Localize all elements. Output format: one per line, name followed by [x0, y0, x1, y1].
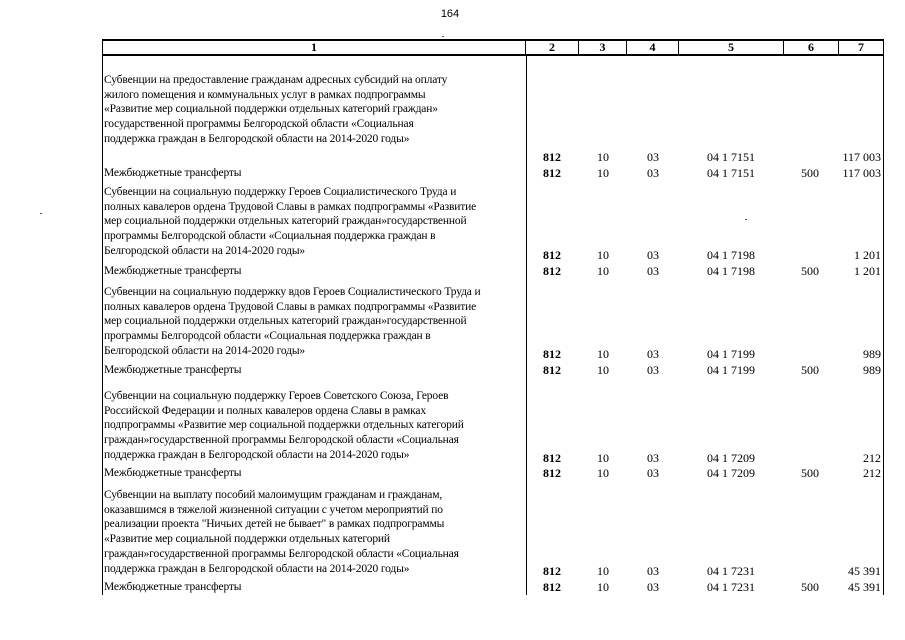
subsection-code: 03	[647, 451, 659, 465]
row-description: Межбюджетные трансферты	[104, 265, 242, 277]
grbs-code: 812	[543, 347, 561, 361]
row-description: Межбюджетные трансферты	[104, 467, 242, 479]
row-description: Субвенции на социальную поддержку Героев Социалистического Труда и полных кавалеров ордена Трудовой Славы в рамках подпрограммы «Развитие мер социальной поддержки отдельных категорий граждан»государственной программы Белгородской области «Социальная поддержка граждан в Белгородской области на 2014-2020 годы»	[104, 186, 477, 257]
amount: 1 201	[854, 264, 881, 278]
target-article-code: 04 1 7198	[707, 264, 755, 278]
target-article-code: 04 1 7231	[707, 564, 755, 578]
header-col-7: 7	[858, 40, 864, 54]
target-article-code: 04 1 7209	[707, 466, 755, 480]
page-number: 164	[440, 8, 460, 20]
grbs-code: 812	[543, 466, 561, 480]
row-description: Субвенции на предоставление гражданам адресных субсидий на оплату жилого помещения и коммунальных услуг в рамках подпрограммы «Развитие мер социальной поддержки отдельных категорий граждан» государственной программы Белгородской области «Социальная поддержка граждан в Белгородской области на 2014-2020 годы»	[104, 74, 448, 145]
header-col-3: 3	[579, 41, 627, 54]
target-article-code: 04 1 7231	[707, 580, 755, 594]
grbs-code: 812	[543, 248, 561, 262]
section-code: 10	[597, 347, 609, 361]
header-col-2: 2	[526, 41, 579, 54]
section-code: 10	[597, 248, 609, 262]
expense-type-code: 500	[801, 580, 819, 594]
amount: 45 391	[848, 564, 881, 578]
row-description: Межбюджетные трансферты	[104, 581, 242, 593]
subsection-code: 03	[647, 347, 659, 361]
expense-type-code: 500	[801, 363, 819, 377]
target-article-code: 04 1 7199	[707, 363, 755, 377]
amount: 989	[863, 347, 881, 361]
subsection-code: 03	[647, 166, 659, 180]
header-col-6: 6	[784, 41, 839, 54]
section-code: 10	[597, 264, 609, 278]
subsection-code: 03	[647, 580, 659, 594]
subsection-code: 03	[647, 248, 659, 262]
header-col-5: 5	[679, 41, 784, 54]
grbs-code: 812	[543, 150, 561, 164]
grbs-code: 812	[543, 363, 561, 377]
amount: 117 003	[842, 166, 881, 180]
header-col-4: 4	[627, 41, 679, 54]
amount: 212	[863, 451, 881, 465]
amount: 1 201	[854, 248, 881, 262]
row-description: Субвенции на выплату пособий малоимущим гражданам и гражданам, оказавшимся в тяжелой жизненной ситуации с учетом мероприятий по реализации проекта "Ничьих детей не бывает" в рамках подпрограммы «Развитие мер социальной поддержки отдельных категорий граждан»государственной программы Белгородской области «Социальная поддержка граждан в Белгородской области на 2014-2020 годы»	[104, 489, 459, 575]
section-code: 10	[597, 166, 609, 180]
target-article-code: 04 1 7151	[707, 150, 755, 164]
row-description: Межбюджетные трансферты	[104, 167, 242, 179]
grbs-code: 812	[543, 564, 561, 578]
expense-type-code: 500	[801, 466, 819, 480]
expense-type-code: 500	[801, 264, 819, 278]
scan-speck	[442, 36, 444, 37]
subsection-code: 03	[647, 150, 659, 164]
row-description: Межбюджетные трансферты	[104, 364, 242, 376]
grbs-code: 812	[543, 264, 561, 278]
table-header-row	[103, 39, 883, 56]
section-code: 10	[597, 150, 609, 164]
grbs-code: 812	[543, 451, 561, 465]
budget-table	[102, 39, 884, 595]
subsection-code: 03	[647, 466, 659, 480]
row-description: Субвенции на социальную поддержку Героев Советского Союза, Героев Российской Федерации и полных кавалеров ордена Славы в рамках подпрограммы «Развитие мер социальной поддержки отдельных категорий граждан»государственной программы Белгородской области «Социальная поддержка граждан в Белгородской области на 2014-2020 годы»	[104, 390, 464, 461]
section-code: 10	[597, 564, 609, 578]
section-code: 10	[597, 466, 609, 480]
amount: 45 391	[848, 580, 881, 594]
section-code: 10	[597, 451, 609, 465]
grbs-code: 812	[543, 166, 561, 180]
expense-type-code: 500	[801, 166, 819, 180]
target-article-code: 04 1 7151	[707, 166, 755, 180]
header-col-1: 1	[103, 41, 526, 54]
target-article-code: 04 1 7198	[707, 248, 755, 262]
column-divider	[526, 56, 527, 595]
section-code: 10	[597, 580, 609, 594]
grbs-code: 812	[543, 580, 561, 594]
subsection-code: 03	[647, 264, 659, 278]
amount: 212	[863, 466, 881, 480]
scan-speck	[40, 213, 42, 214]
subsection-code: 03	[647, 564, 659, 578]
subsection-code: 03	[647, 363, 659, 377]
amount: 117 003	[842, 150, 881, 164]
row-description: Субвенции на социальную поддержку вдов Героев Социалистического Труда и полных кавалеров ордена Трудовой Славы в рамках подпрограммы «Развитие мер социальной поддержки отдельных категорий граждан»государственной программы Белгородсой области «Социальная поддержка граждан в Белгородской области на 2014-2020 годы»	[104, 286, 481, 357]
target-article-code: 04 1 7199	[707, 347, 755, 361]
amount: 989	[863, 363, 881, 377]
section-code: 10	[597, 363, 609, 377]
target-article-code: 04 1 7209	[707, 451, 755, 465]
